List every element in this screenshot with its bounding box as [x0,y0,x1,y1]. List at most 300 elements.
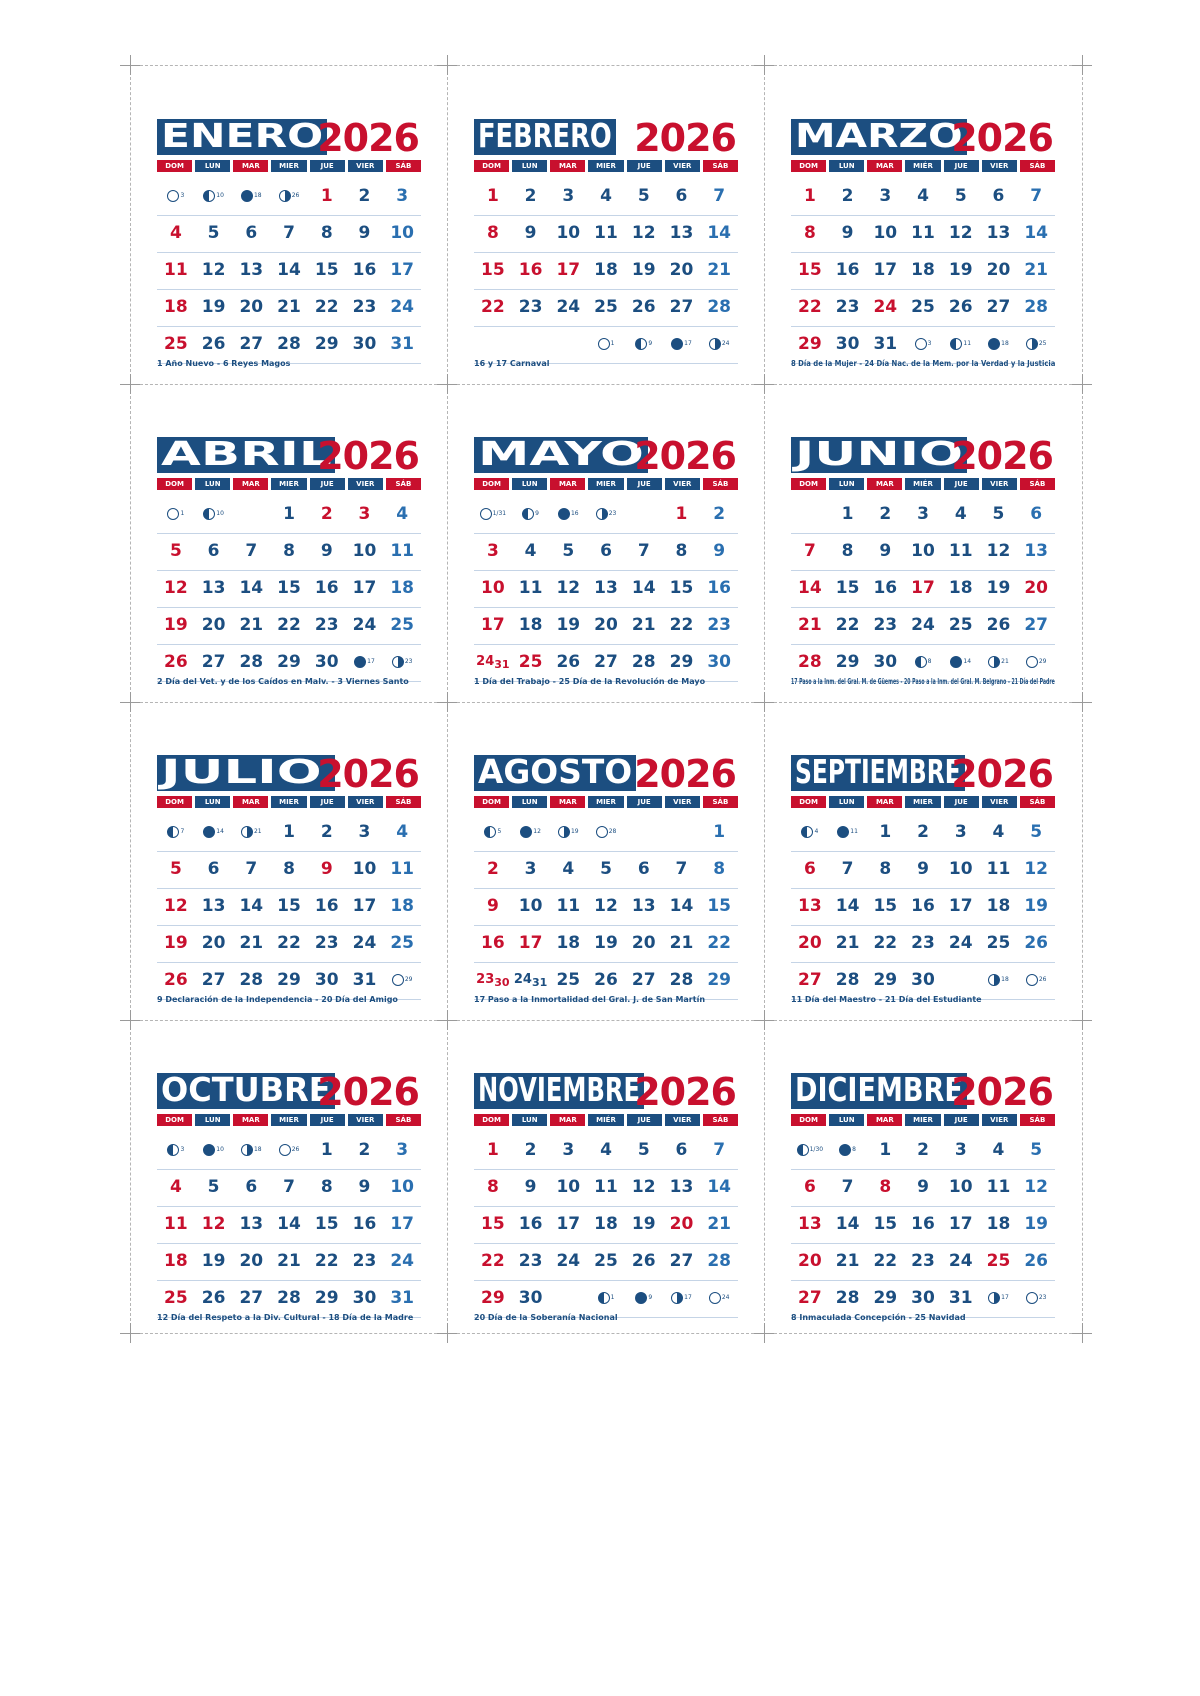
day-cell [866,963,904,999]
day-number: 29 [314,1288,339,1308]
day-number: 2 [524,1140,537,1160]
moon-phase-cell [157,815,195,851]
day-cell [308,534,346,570]
day-number: 27 [201,652,226,672]
day-cell [942,1133,980,1169]
day-number: 26 [1024,933,1048,953]
day-cell [232,645,270,681]
day-number: 20 [201,933,226,953]
day-number: 15 [873,896,898,916]
day-cell [663,926,701,962]
day-cell [549,852,587,888]
moon-phase-cell [474,497,512,533]
day-number: 7 [841,1177,854,1197]
day-cell [270,216,308,252]
day-number: 7 [245,859,258,879]
week-row [157,852,421,889]
day-cell [512,852,550,888]
weekday-label: MIER [271,478,306,490]
day-cell [980,290,1018,326]
weekday-label: JUE [310,160,345,172]
crop-mark [1082,1010,1083,1030]
weekday-label: LUN [512,160,547,172]
month-card-julio [157,752,421,1009]
day-cell [700,216,738,252]
day-number: 14 [669,896,694,916]
day-number: 17 [911,578,935,598]
day-cell [663,534,701,570]
month-card-septiembre [791,752,1055,1009]
month-card-febrero [474,116,738,373]
weekday-label: MIER [271,1114,306,1126]
day-cell [1017,179,1055,215]
weekday-label: MAR [550,1114,585,1126]
day-number: 30 [911,1288,935,1308]
moon-phase-date: 9 [535,510,539,517]
day-cell [383,534,421,570]
trim-line-vertical [130,714,131,1008]
moon-phase-date: 14 [963,658,972,665]
new-moon-icon [203,1144,215,1156]
day-number: 6 [245,1177,258,1197]
day-number: 24 [948,1251,973,1271]
day-cell [549,571,587,607]
weekday-label: DOM [157,796,192,808]
day-number: 27 [631,970,656,990]
day-cell [512,216,550,252]
week-row [157,216,421,253]
weekday-label: SÁB [703,1114,738,1126]
moon-phase-date: 3 [180,192,185,199]
day-cell [383,179,421,215]
day-number: 17 [352,578,377,598]
moon-phase-date: 3 [180,1146,185,1153]
day-number: 22 [707,933,731,953]
day-cell [346,290,384,326]
day-number: 17 [390,1214,414,1234]
day-cell [270,926,308,962]
day-number: 9 [879,541,892,561]
day-number: 10 [911,541,935,561]
day-number: 27 [594,652,618,672]
day-cell [663,889,701,925]
day-cell [587,179,625,215]
day-cell [587,571,625,607]
day-cell [308,1281,346,1317]
day-cell [346,179,384,215]
day-number: 23 [314,933,339,953]
day-number: 1 [879,822,892,842]
day-number: 30 [352,1288,377,1308]
day-number: 9 [713,541,726,561]
day-cell [942,1244,980,1280]
trim-line-vertical [764,77,765,372]
day-number: 26 [631,1251,656,1271]
day-cell [587,253,625,289]
day-number: 4 [524,541,537,561]
year-label: 2026 [951,434,1053,478]
day-number: 28 [239,652,264,672]
day-cell [157,534,195,570]
day-number: 30 [352,334,377,354]
crop-mark [447,692,448,712]
day-number: 12 [631,1177,656,1197]
weekday-label: MAR [867,796,902,808]
moon-phase-cell [980,645,1018,681]
weekday-label: VIER [982,160,1017,172]
trim-line-vertical [447,1032,448,1321]
day-grid [791,179,1055,364]
day-number: 11 [594,1177,618,1197]
day-cell [232,963,270,999]
day-cell [346,253,384,289]
weekday-label: DOM [157,160,192,172]
day-number-alt: 31 [494,658,510,671]
day-number: 5 [169,541,182,561]
day-cell [829,253,867,289]
day-cell [512,1244,550,1280]
day-cell [474,216,512,252]
day-number: 17 [352,896,377,916]
day-number: 8 [879,1177,892,1197]
month-card-noviembre [474,1070,738,1327]
moon-phase-date: 29 [404,976,413,983]
day-number: 18 [164,1251,188,1271]
day-grid [474,1133,738,1318]
moon-phase-cell [587,497,625,533]
day-number: 8 [320,1177,333,1197]
day-cell [980,815,1018,851]
moon-phase-cell [512,815,550,851]
day-cell [904,571,942,607]
week-row [157,290,421,327]
day-cell [346,852,384,888]
day-cell [791,1244,829,1280]
day-cell [270,1170,308,1206]
empty-cell [625,497,663,533]
day-number: 17 [481,615,505,635]
weekday-label: MIER [905,796,940,808]
day-number: 4 [169,223,182,243]
weekday-label: MIER [588,796,623,808]
moon-phase-date: 25 [1038,340,1047,347]
week-row [157,608,421,645]
day-cell [625,216,663,252]
moon-phase-date: 1/31 [492,510,507,517]
day-cell [587,889,625,925]
day-cell [625,179,663,215]
day-number: 4 [396,504,409,524]
day-cell [232,1281,270,1317]
day-cell [700,290,738,326]
day-cell [195,1170,233,1206]
day-number: 11 [911,223,935,243]
day-cell [587,1133,625,1169]
last-quarter-icon [1026,338,1038,350]
moon-phase-date: 17 [1001,1294,1009,1301]
week-row [157,253,421,290]
day-cell [1017,926,1055,962]
day-cell [587,1207,625,1243]
month-card-diciembre [791,1070,1055,1327]
day-number: 12 [948,223,973,243]
day-number: 30 [314,652,339,672]
day-number: 31 [390,1288,414,1308]
moon-phase-cell [270,179,308,215]
moon-phase-cell [700,327,738,363]
day-cell [346,1170,384,1206]
day-number: 10 [948,1177,973,1197]
day-cell [791,963,829,999]
day-number: 7 [803,541,816,561]
day-number: 16 [518,1214,543,1234]
day-number: 15 [314,260,339,280]
trim-line-vertical [130,1032,131,1321]
day-cell [866,608,904,644]
day-number: 11 [518,578,543,598]
day-cell [942,1170,980,1206]
moon-phase-date: 1 [610,340,615,347]
day-number: 13 [201,578,226,598]
day-number: 3 [879,186,892,206]
day-cell [942,534,980,570]
trim-line-vertical [447,77,448,372]
moon-phase-date: 4 [814,828,819,835]
last-quarter-icon [279,190,291,202]
moon-phase-date: 8 [852,1146,856,1153]
day-number: 28 [277,334,301,354]
day-number: 29 [481,1288,505,1308]
week-row [791,1133,1055,1170]
weekday-label: LUN [195,160,230,172]
day-cell [1017,1244,1055,1280]
day-cell [904,534,942,570]
weekday-header-row [791,478,1055,490]
weekday-label: MAR [550,796,585,808]
day-cell [383,290,421,326]
day-cell [346,327,384,363]
day-cell [346,815,384,851]
year-label: 2026 [317,116,419,160]
day-number: 5 [562,541,575,561]
day-number: 21 [669,933,694,953]
new-moon-icon [354,656,366,668]
day-cell [195,1281,233,1317]
day-cell [549,216,587,252]
moon-phase-cell [195,815,233,851]
day-cell [904,815,942,851]
day-cell [625,926,663,962]
moon-phase-cell [625,327,663,363]
day-number: 12 [201,1214,226,1234]
day-number: 22 [873,933,898,953]
full-moon-icon [392,974,404,986]
day-number: 19 [556,615,581,635]
day-number: 2 [524,186,537,206]
day-cell [829,1170,867,1206]
day-cell [587,852,625,888]
day-number: 6 [803,1177,816,1197]
last-quarter-icon [709,338,721,350]
day-cell [195,327,233,363]
day-cell [700,645,738,681]
trim-line-vertical [130,77,131,372]
moon-phase-cell [980,1281,1018,1317]
day-cell [829,963,867,999]
week-row [791,179,1055,216]
day-number: 9 [917,1177,929,1197]
day-number: 25 [986,933,1011,953]
day-cell [232,1207,270,1243]
day-number: 30 [314,970,339,990]
day-number: 3 [562,1140,575,1160]
day-number: 24 [352,615,377,635]
crop-mark [130,692,131,712]
day-cell [625,1207,663,1243]
day-number: 5 [169,859,182,879]
day-number: 31 [948,1288,973,1308]
day-number: 7 [245,541,258,561]
day-number: 27 [201,970,226,990]
day-number: 15 [835,578,860,598]
day-cell [791,889,829,925]
moon-phase-date: 9 [648,340,653,347]
day-cell [587,216,625,252]
day-cell [829,852,867,888]
empty-cell [474,327,512,363]
month-name: NOVIEMBRE [478,1070,641,1109]
weekday-label: VIER [982,478,1017,490]
day-cell [625,534,663,570]
day-number: 13 [669,223,694,243]
day-number: 7 [713,186,726,206]
day-number: 26 [948,297,973,317]
day-cell [1017,1207,1055,1243]
day-number: 9 [358,223,371,243]
day-number: 18 [556,933,581,953]
day-cell [942,179,980,215]
full-moon-icon [167,190,179,202]
day-cell [346,1281,384,1317]
week-row [157,1207,421,1244]
weekday-label: SÁB [386,478,421,490]
day-cell [829,290,867,326]
day-cell [512,889,550,925]
moon-phase-cell [980,963,1018,999]
weekday-label: MAR [233,1114,268,1126]
day-number: 17 [390,260,414,280]
day-cell [157,327,195,363]
day-number: 11 [986,859,1011,879]
day-number: 16 [911,1214,935,1234]
day-number: 6 [207,859,220,879]
day-number: 6 [637,859,650,879]
month-name: AGOSTO [478,752,633,791]
day-cell [663,290,701,326]
day-cell [942,608,980,644]
day-number: 21 [835,933,860,953]
day-number: 29 [873,1288,898,1308]
day-number: 12 [1024,1177,1048,1197]
week-row [791,889,1055,926]
day-cell [270,852,308,888]
day-cell [157,571,195,607]
day-cell [346,889,384,925]
weekday-header-row [791,1114,1055,1126]
weekday-label: MAR [867,160,902,172]
day-cell [512,1170,550,1206]
day-number: 17 [556,260,581,280]
day-cell [791,571,829,607]
day-number: 23 [835,297,860,317]
weekday-label: SÁB [703,478,738,490]
day-cell [663,497,701,533]
moon-phase-date: 10 [216,510,224,517]
week-row [474,852,738,889]
month-name: JULIO [161,752,322,791]
moon-phase-date: 23 [1038,1294,1047,1301]
week-row [474,1244,738,1281]
new-moon-icon [839,1144,851,1156]
day-cell [232,608,270,644]
moon-phase-cell [791,1133,829,1169]
weekday-label: JUE [310,478,345,490]
day-cell [346,571,384,607]
month-header [791,434,1055,478]
day-number: 16 [707,578,731,598]
moon-phase-date: 18 [253,1146,262,1153]
day-number: 15 [798,260,822,280]
day-cell [549,608,587,644]
day-grid [791,1133,1055,1318]
trim-line-horizontal [774,65,1072,66]
day-grid [791,497,1055,682]
day-number: 28 [835,1288,860,1308]
full-moon-icon [279,1144,291,1156]
weekday-label: VIER [348,1114,383,1126]
moon-phase-date: 11 [963,340,972,347]
last-quarter-icon [988,1292,1000,1304]
day-cell [904,889,942,925]
week-row [474,926,738,963]
day-number: 10 [390,223,414,243]
day-number: 28 [707,297,731,317]
holidays-note: 1 Día del Trabajo - 25 Día de la Revolución de Mayo [474,677,706,686]
day-cell [791,608,829,644]
day-cell [791,852,829,888]
moon-phase-cell [1017,327,1055,363]
day-number: 4 [954,504,967,524]
day-number: 2 [841,186,854,206]
day-number: 30 [835,334,860,354]
day-cell [700,497,738,533]
day-number: 16 [835,260,860,280]
day-number: 22 [481,297,505,317]
day-cell [625,889,663,925]
day-cell [866,1170,904,1206]
full-moon-icon [1026,656,1038,668]
day-number: 9 [524,223,537,243]
month-card-marzo [791,116,1056,373]
day-cell [700,1170,738,1206]
day-number: 29 [314,334,339,354]
day-cell [383,1244,421,1280]
day-number: 2 [320,822,333,842]
moon-phase-cell [195,179,233,215]
day-number: 6 [675,1140,688,1160]
day-number: 7 [713,1140,726,1160]
moon-phase-date: 1 [610,1294,615,1301]
